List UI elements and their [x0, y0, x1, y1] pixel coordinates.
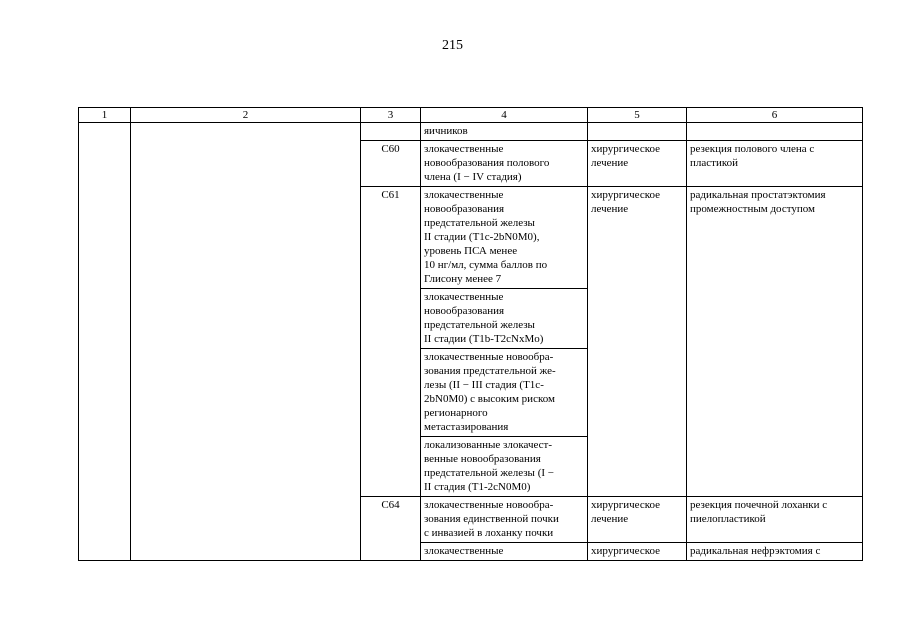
diagnosis-cell — [421, 349, 588, 437]
line: 10 нг/мл, сумма баллов по — [424, 259, 548, 271]
line: резекция полового члена с — [690, 143, 815, 155]
code-cell: C64 — [361, 497, 421, 561]
line: злокачественные новообра- — [424, 351, 554, 363]
line: пластикой — [690, 157, 739, 169]
line: лезы (II − III стадия (T1c- — [424, 379, 544, 391]
header-cell: 4 — [421, 108, 588, 123]
line: регионарного — [424, 407, 488, 419]
diagnosis-cell — [421, 141, 588, 187]
diagnosis-cell — [421, 289, 588, 349]
line: злокачественные — [424, 545, 504, 557]
line: предстательной железы (I − — [424, 467, 554, 479]
treatment-type-cell — [588, 497, 687, 543]
line: венные новообразования — [424, 453, 541, 465]
diagnosis-cell — [421, 543, 588, 561]
line: резекция почечной лоханки с — [690, 499, 828, 511]
treatment-type-cell — [588, 187, 687, 497]
line: 2bN0M0) с высоким риском — [424, 393, 555, 405]
line: лечение — [591, 157, 629, 169]
line: предстательной железы — [424, 319, 535, 331]
line: пиелопластикой — [690, 513, 766, 525]
line: злокачественные — [424, 189, 504, 201]
method-cell — [687, 543, 863, 561]
code-cell: C61 — [361, 187, 421, 497]
diagnosis-cell — [421, 123, 588, 141]
method-cell — [687, 123, 863, 141]
header-row — [79, 108, 863, 123]
line: предстательной железы — [424, 217, 535, 229]
header-cell: 6 — [687, 108, 863, 123]
diagnosis-cell — [421, 187, 588, 289]
line: лечение — [591, 203, 629, 215]
col1-cell — [79, 123, 131, 561]
line: злокачественные — [424, 291, 504, 303]
line: новообразования — [424, 305, 505, 317]
page-number: 215 — [442, 38, 463, 53]
line: хирургическое — [591, 545, 661, 557]
method-cell — [687, 187, 863, 497]
line: II стадии (T1b-T2cNxMo) — [424, 333, 544, 345]
header-cell: 2 — [131, 108, 361, 123]
header-cell: 1 — [79, 108, 131, 123]
line: злокачественные — [424, 143, 504, 155]
line: лечение — [591, 513, 629, 525]
treatment-table — [78, 107, 863, 561]
method-cell — [687, 497, 863, 543]
line: новообразования — [424, 203, 505, 215]
code-cell: C60 — [361, 141, 421, 187]
line: яичников — [424, 125, 468, 137]
line: новообразования полового — [424, 157, 550, 169]
line: II стадии (T1c-2bN0M0), — [424, 231, 540, 243]
treatment-type-cell — [588, 123, 687, 141]
header-cell: 3 — [361, 108, 421, 123]
line: метастазирования — [424, 421, 509, 433]
line: радикальная простатэктомия — [690, 189, 826, 201]
line: локализованные злокачест- — [424, 439, 553, 451]
line: хирургическое — [591, 499, 661, 511]
line: хирургическое — [591, 143, 661, 155]
diagnosis-cell — [421, 497, 588, 543]
line: радикальная нефрэктомия с — [690, 545, 821, 557]
line: зования предстательной же- — [424, 365, 556, 377]
col2-cell — [131, 123, 361, 561]
line: Глисону менее 7 — [424, 273, 502, 285]
treatment-type-cell — [588, 141, 687, 187]
line: II стадия (T1-2cN0M0) — [424, 481, 531, 493]
line: зования единственной почки — [424, 513, 559, 525]
table-row — [79, 123, 863, 141]
header-cell: 5 — [588, 108, 687, 123]
line: с инвазией в лоханку почки — [424, 527, 554, 539]
line: злокачественные новообра- — [424, 499, 554, 511]
line: члена (I − IV стадия) — [424, 171, 522, 183]
line: хирургическое — [591, 189, 661, 201]
code-cell — [361, 123, 421, 141]
line: уровень ПСА менее — [424, 245, 518, 257]
method-cell — [687, 141, 863, 187]
treatment-type-cell — [588, 543, 687, 561]
line: промежностным доступом — [690, 203, 816, 215]
diagnosis-cell — [421, 437, 588, 497]
